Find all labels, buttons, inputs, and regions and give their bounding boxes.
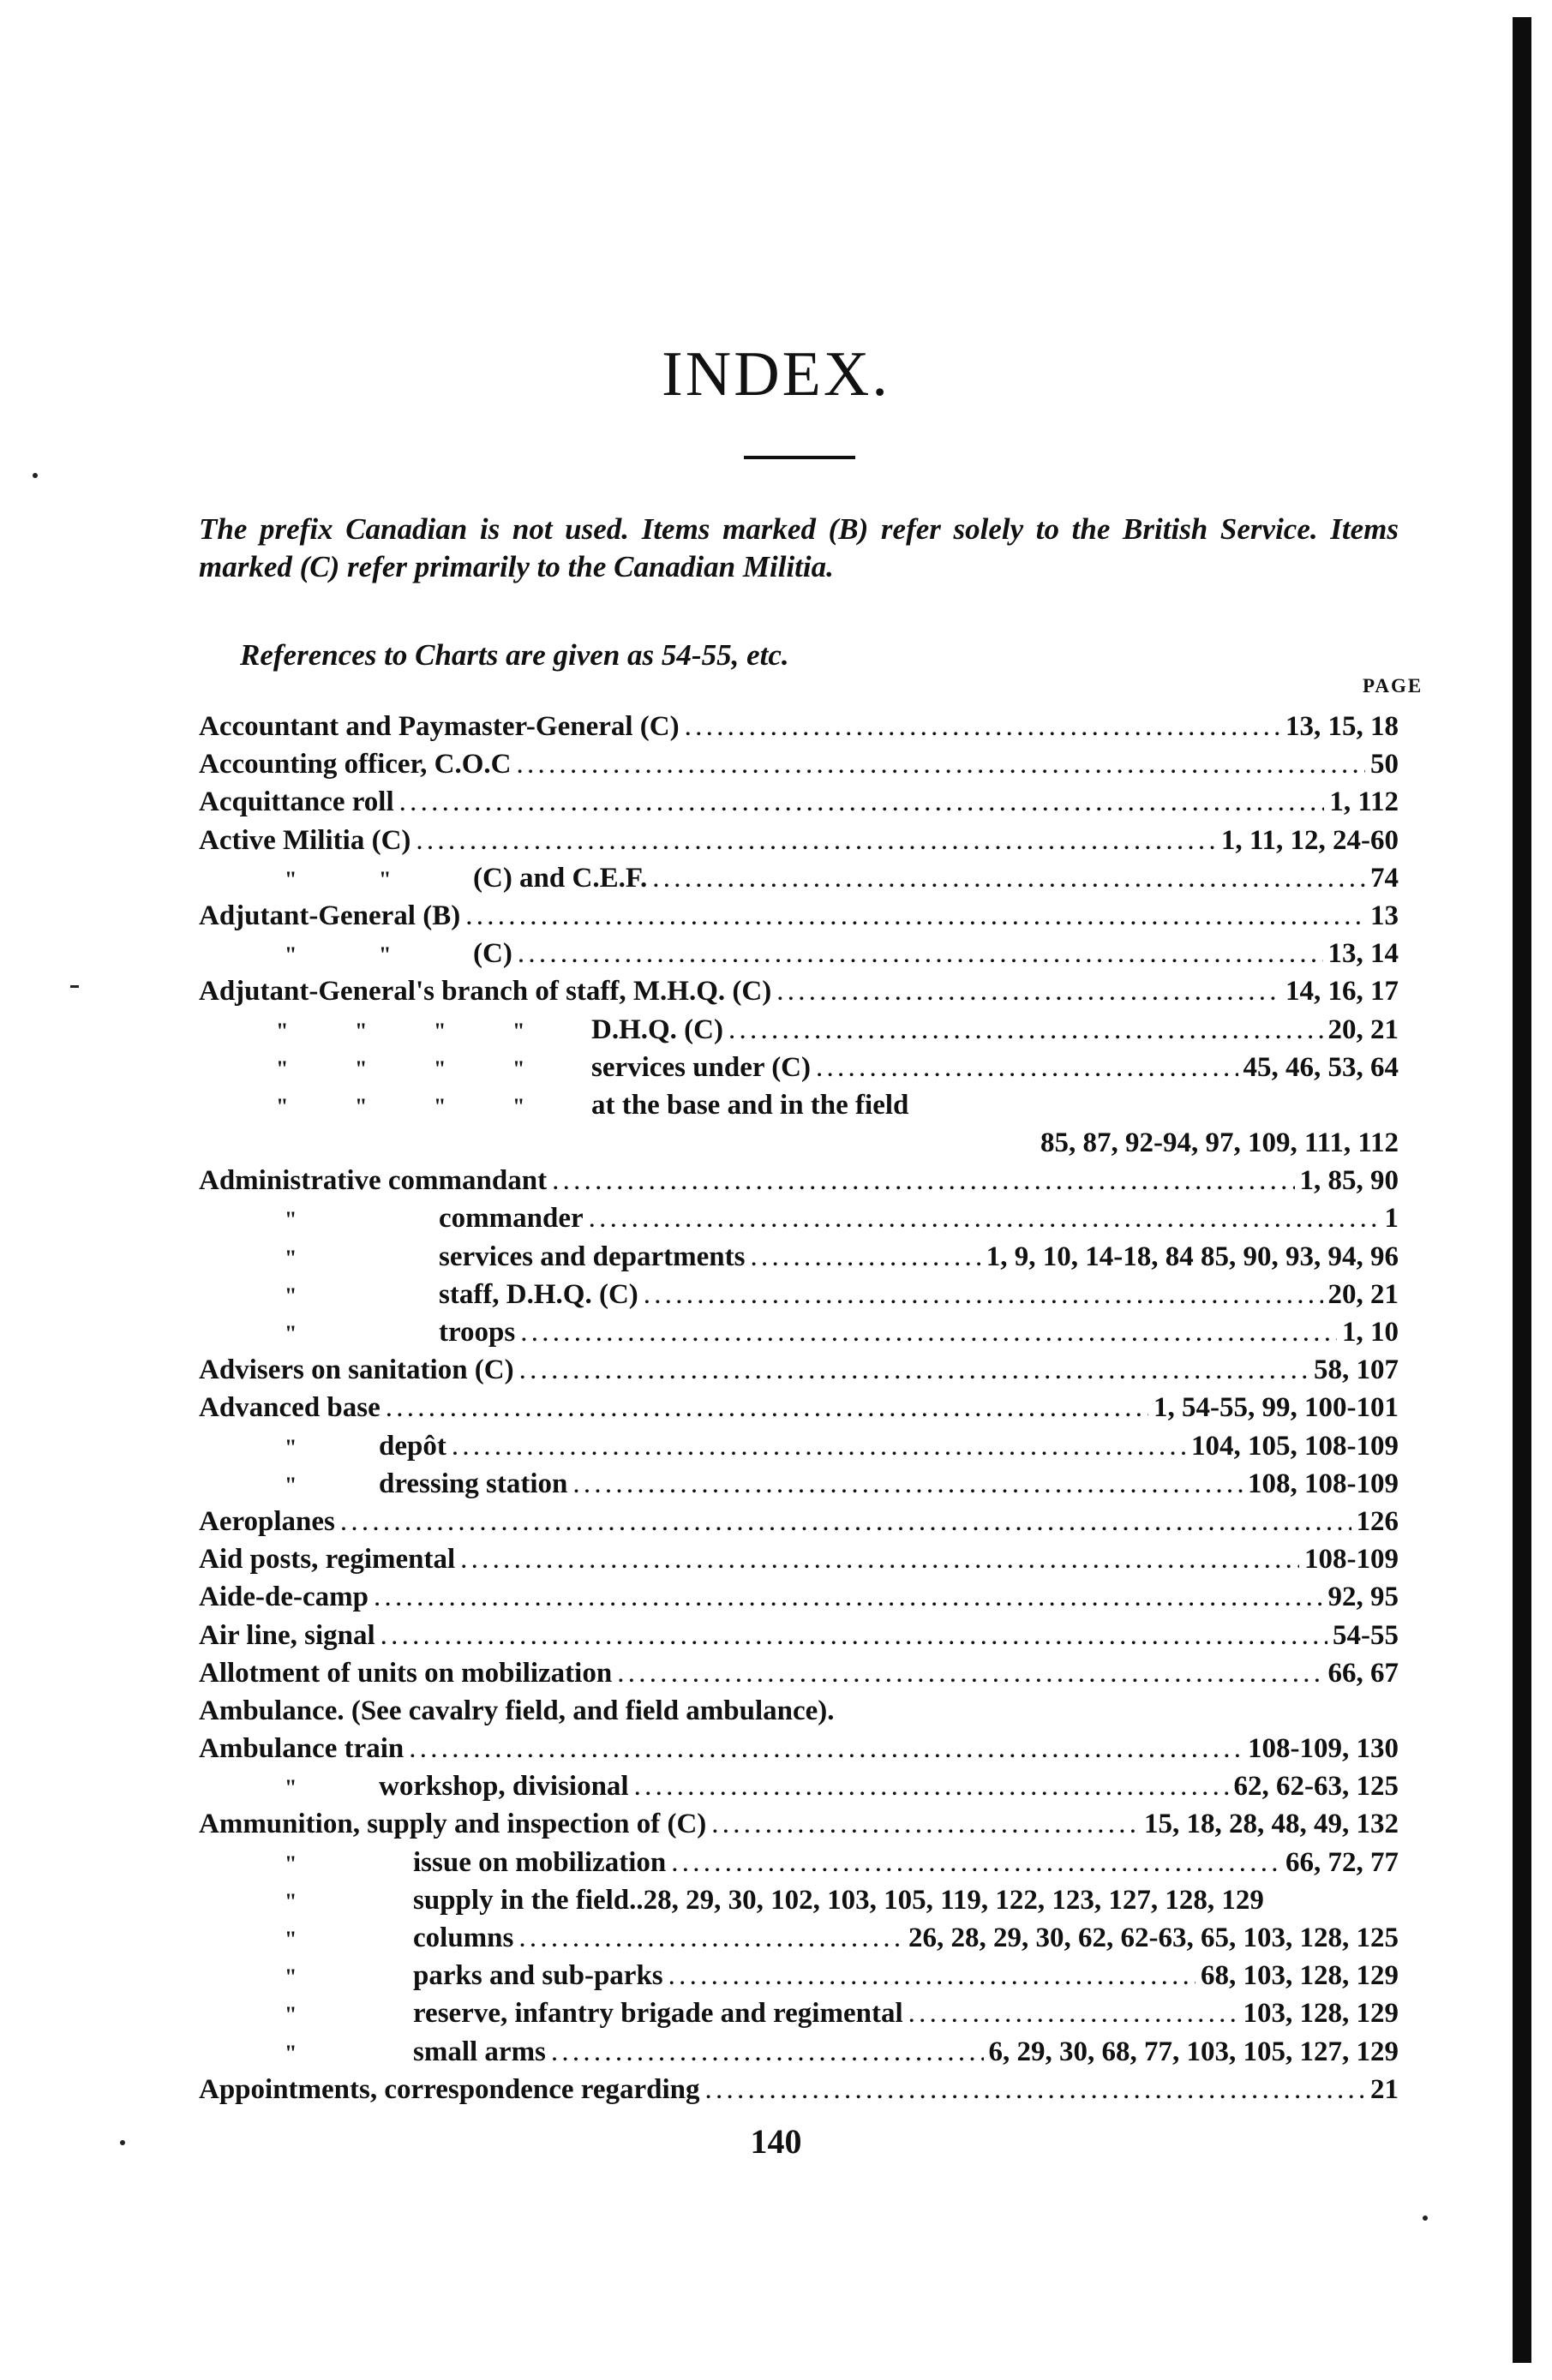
ditto-mark: "	[355, 1018, 368, 1043]
entry-pages: 45, 46, 53, 64	[1243, 1051, 1399, 1083]
index-entry	[199, 1767, 1399, 1805]
entry-pages: 54-55	[1333, 1619, 1399, 1651]
ditto-mark: "	[285, 942, 297, 968]
entry-pages: 1, 54-55, 99, 100-101	[1154, 1392, 1399, 1424]
entry-label: Aide-de-camp	[199, 1582, 369, 1613]
entry-label: Advisers on sanitation (C)	[199, 1354, 514, 1386]
index-entry	[199, 2033, 1399, 2071]
ditto-mark: "	[355, 1055, 368, 1081]
entry-label: Administrative commandant	[199, 1165, 548, 1197]
ditto-mark: "	[434, 1018, 446, 1043]
ditto-mark: "	[434, 1093, 446, 1119]
ditto-marks	[199, 1277, 379, 1315]
entry-pages: 1, 85, 90	[1299, 1165, 1399, 1197]
entry-label: Accountant and Paymaster-General (C)	[199, 711, 680, 742]
index-entry	[199, 1919, 1399, 1957]
index-entry	[199, 745, 1399, 783]
entry-pages: 26, 28, 29, 30, 62, 62-63, 65, 103, 128, 125	[908, 1923, 1399, 1953]
entry-label: staff, D.H.Q. (C)	[439, 1278, 638, 1310]
ditto-marks	[199, 1996, 379, 2034]
index-entry	[199, 2071, 1399, 2108]
entry-pages: 13, 15, 18	[1285, 711, 1399, 742]
index-entry	[199, 1654, 1399, 1692]
dot-leader	[519, 1351, 1309, 1389]
index-entry	[199, 1994, 1399, 2032]
dot-leader	[340, 1503, 1351, 1540]
entry-label: Aeroplanes	[199, 1505, 335, 1537]
entry-label: services and departments	[439, 1241, 746, 1272]
dot-leader	[671, 1844, 1280, 1881]
dot-leader	[816, 1049, 1237, 1086]
dot-leader	[416, 822, 1215, 859]
entry-pages: 103, 128, 129	[1243, 1998, 1399, 2030]
entry-label: supply in the field..28, 29, 30, 102, 103, 105, 119, 122, 123, 127, 128, 129	[413, 1884, 1264, 1916]
entry-pages: 108-109	[1304, 1544, 1399, 1576]
index-entry	[199, 1351, 1399, 1389]
entry-pages: 85, 87, 92-94, 97, 109, 111, 112	[1040, 1127, 1399, 1159]
dot-leader	[668, 1957, 1195, 1994]
index-entry	[199, 1692, 1399, 1730]
entry-pages: 66, 67	[1327, 1657, 1399, 1689]
ditto-mark: "	[285, 1283, 297, 1308]
entry-label: (C)	[473, 938, 512, 970]
dot-leader	[685, 708, 1280, 745]
entry-pages: 58, 107	[1314, 1354, 1399, 1386]
entry-pages: 74	[1370, 862, 1399, 894]
ditto-mark: "	[285, 1888, 297, 1914]
entry-label: small arms	[413, 2036, 546, 2067]
ditto-marks	[199, 1429, 379, 1467]
ditto-mark: "	[285, 1472, 297, 1498]
index-entry	[199, 1465, 1399, 1503]
entry-label: columns	[413, 1923, 514, 1953]
dot-leader	[399, 783, 1325, 821]
entry-label: Aid posts, regimental	[199, 1544, 456, 1576]
dot-leader	[634, 1767, 1229, 1805]
entry-label: Adjutant-General (B)	[199, 900, 461, 931]
ditto-mark: "	[285, 1851, 297, 1876]
ditto-marks	[199, 1883, 379, 1921]
entry-pages: 6, 29, 30, 68, 77, 103, 105, 127, 129	[988, 2036, 1399, 2067]
entry-pages: 108-109, 130	[1248, 1733, 1399, 1765]
entry-label: Allotment of units on mobilization	[199, 1657, 613, 1689]
ditto-mark: "	[285, 2040, 297, 2066]
index-entry	[199, 1844, 1399, 1881]
entry-label: Acquittance roll	[199, 786, 394, 818]
index-entry	[199, 1124, 1399, 1162]
dot-leader	[374, 1578, 1323, 1616]
index-entry	[199, 1389, 1399, 1426]
index-entry	[199, 1540, 1399, 1578]
index-entry	[199, 1162, 1399, 1199]
scan-speck	[70, 985, 79, 988]
ditto-marks	[199, 1921, 379, 1958]
ditto-marks	[199, 1240, 379, 1277]
dot-leader	[520, 1313, 1337, 1351]
ditto-mark: "	[379, 942, 392, 968]
dot-leader	[750, 1238, 980, 1276]
dot-leader	[589, 1199, 1380, 1237]
entry-pages: 104, 105, 108-109	[1191, 1430, 1399, 1462]
dot-leader	[516, 745, 1365, 783]
dot-leader	[518, 935, 1323, 972]
dot-leader	[409, 1730, 1243, 1767]
ditto-marks	[199, 861, 473, 899]
ditto-marks	[199, 1467, 379, 1504]
entry-pages: 20, 21	[1327, 1014, 1399, 1045]
page-number: 140	[750, 2122, 802, 2161]
dot-leader	[644, 1276, 1323, 1313]
title-rule	[744, 456, 855, 459]
index-entry	[199, 972, 1399, 1010]
entry-label: D.H.Q. (C)	[591, 1014, 723, 1045]
index-entry	[199, 859, 1399, 897]
entry-label: Accounting officer, C.O.C	[199, 749, 512, 780]
index-entry	[199, 1086, 1399, 1124]
dot-leader	[908, 1994, 1238, 2032]
index-entry	[199, 708, 1399, 745]
index-entries	[199, 708, 1399, 2108]
index-entry	[199, 1805, 1399, 1843]
dot-leader	[711, 1805, 1139, 1843]
entry-pages: 1	[1384, 1203, 1399, 1235]
ditto-mark: "	[434, 1055, 446, 1081]
ditto-mark: "	[285, 2002, 297, 2028]
entry-label: Appointments, correspondence regarding	[199, 2073, 700, 2105]
ditto-mark: "	[285, 866, 297, 892]
entry-label: (C) and C.E.F.	[473, 862, 648, 894]
ditto-marks	[199, 1088, 591, 1126]
ditto-marks	[199, 1958, 379, 1996]
index-entry	[199, 1617, 1399, 1654]
entry-pages: 21	[1370, 2073, 1399, 2105]
dot-leader	[518, 1919, 903, 1957]
entry-pages: 20, 21	[1327, 1278, 1399, 1310]
index-entry	[199, 1730, 1399, 1767]
entry-label: depôt	[379, 1430, 446, 1462]
index-entry	[199, 935, 1399, 972]
ditto-mark: "	[512, 1055, 525, 1081]
intro-note: The prefix Canadian is not used. Items marked (B) refer solely to the British Service. Items marked (C) refer primarily to the Canadian Militia.	[199, 512, 1399, 583]
entry-pages: 13	[1370, 900, 1399, 931]
dot-leader	[460, 1540, 1299, 1578]
index-entry	[199, 1199, 1399, 1237]
entry-label: Ambulance. (See cavalry field, and field ambulance).	[199, 1695, 835, 1726]
ditto-mark: "	[512, 1093, 525, 1119]
dot-leader	[617, 1654, 1322, 1692]
entry-label: Active Militia (C)	[199, 824, 411, 856]
entry-pages: 50	[1370, 749, 1399, 780]
scan-speck	[33, 473, 38, 478]
entry-label: Ambulance train	[199, 1733, 404, 1765]
dot-leader	[705, 2071, 1365, 2108]
index-title: INDEX.	[662, 339, 890, 410]
ditto-mark: "	[285, 1775, 297, 1801]
ditto-marks	[199, 936, 473, 974]
page-column-header: PAGE	[1363, 675, 1423, 697]
ditto-mark: "	[285, 1207, 297, 1233]
index-entry	[199, 1503, 1399, 1540]
dot-leader	[652, 859, 1365, 897]
index-entry	[199, 1881, 1399, 1919]
ditto-mark: "	[285, 1434, 297, 1460]
entry-label: parks and sub-parks	[413, 1960, 663, 1992]
entry-label: issue on mobilization	[413, 1846, 667, 1878]
ditto-mark: "	[276, 1018, 289, 1043]
index-entry	[199, 783, 1399, 821]
entry-label: Ammunition, supply and inspection of (C)	[199, 1809, 707, 1840]
index-entry	[199, 1238, 1399, 1276]
ditto-marks	[199, 1050, 591, 1088]
entry-label: Air line, signal	[199, 1619, 375, 1651]
ditto-marks	[199, 1013, 591, 1050]
entry-pages: 1, 11, 12, 24-60	[1220, 824, 1399, 856]
index-entry	[199, 1427, 1399, 1465]
ditto-mark: "	[276, 1093, 289, 1119]
dot-leader	[552, 1162, 1294, 1199]
ditto-marks	[199, 1769, 379, 1807]
entry-label: Advanced base	[199, 1392, 381, 1424]
index-entry	[199, 1313, 1399, 1351]
entry-label: at the base and in the field	[591, 1089, 909, 1121]
ditto-mark: "	[379, 866, 392, 892]
entry-pages: 62, 62-63, 125	[1233, 1771, 1399, 1803]
entry-label: services under (C)	[591, 1051, 812, 1083]
ditto-mark: "	[285, 1927, 297, 1952]
entry-label: reserve, infantry brigade and regimental	[413, 1998, 903, 2030]
entry-pages: 13, 14	[1327, 938, 1399, 970]
entry-pages: 126	[1356, 1505, 1399, 1537]
dot-leader	[452, 1427, 1186, 1465]
ditto-mark: "	[276, 1055, 289, 1081]
ditto-marks	[199, 1315, 379, 1353]
index-entry	[199, 822, 1399, 859]
dot-leader	[728, 1011, 1323, 1049]
index-entry	[199, 1011, 1399, 1049]
entry-pages: 1, 10	[1342, 1317, 1399, 1348]
ditto-mark: "	[285, 1321, 297, 1346]
entry-pages: 14, 16, 17	[1285, 976, 1399, 1008]
ditto-mark: "	[355, 1093, 368, 1119]
ditto-mark: "	[285, 1964, 297, 1990]
entry-pages: 108, 108-109	[1248, 1468, 1399, 1499]
ditto-marks	[199, 1845, 379, 1883]
references-note: References to Charts are given as 54-55, etc.	[240, 638, 789, 672]
entry-pages: 15, 18, 28, 48, 49, 132	[1144, 1809, 1399, 1840]
scan-speck	[1423, 2216, 1428, 2221]
entry-pages: 68, 103, 128, 129	[1201, 1960, 1399, 1992]
entry-pages: 1, 112	[1329, 786, 1399, 818]
index-entry	[199, 1276, 1399, 1313]
dot-leader	[465, 897, 1365, 935]
entry-pages: 92, 95	[1327, 1582, 1399, 1613]
entry-label: commander	[439, 1203, 584, 1235]
dot-leader	[551, 2033, 984, 2071]
dot-leader	[776, 972, 1280, 1010]
index-entry	[199, 897, 1399, 935]
index-entry	[199, 1578, 1399, 1616]
entry-label: Adjutant-General's branch of staff, M.H.Q. (C)	[199, 976, 772, 1008]
dot-leader	[386, 1389, 1148, 1426]
index-entry	[199, 1957, 1399, 1994]
index-entry	[199, 1049, 1399, 1086]
entry-pages: 66, 72, 77	[1285, 1846, 1399, 1878]
entry-label: troops	[439, 1317, 516, 1348]
dot-leader	[572, 1465, 1243, 1503]
ditto-marks	[199, 1201, 379, 1239]
entry-label: dressing station	[379, 1468, 568, 1499]
entry-label: workshop, divisional	[379, 1771, 629, 1803]
ditto-mark: "	[512, 1018, 525, 1043]
entry-pages: 1, 9, 10, 14-18, 84 85, 90, 93, 94, 96	[986, 1241, 1399, 1272]
ditto-marks	[199, 2035, 379, 2072]
ditto-mark: "	[285, 1245, 297, 1271]
dot-leader	[381, 1617, 1327, 1654]
